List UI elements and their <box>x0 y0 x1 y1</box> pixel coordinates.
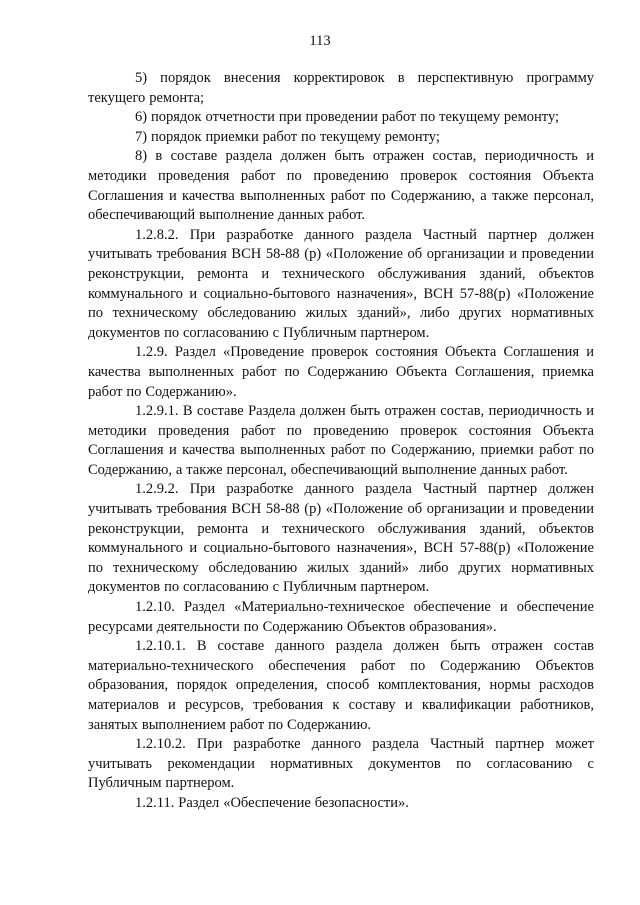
paragraph-1-2-10: 1.2.10. Раздел «Материально-техническое обеспечение и обеспечение ресурсами деятельности по Содержанию Объектов образования». <box>88 599 594 635</box>
paragraph-1-2-9-2: 1.2.9.2. При разработке данного раздела Частный партнер должен учитывать требования ВСН 58-88 (р) «Положение об организации и проведении реконструкции, ремонта и технического обслуживания зданий, объектов коммунального и социально-бытового назначения», ВСН 57-88(р) «Положение по техническому обследованию жилых зданий» либо других нормативных документов по согласованию с Публичным партнером. <box>88 481 594 596</box>
paragraph-1-2-10-1: 1.2.10.1. В составе данного раздела должен быть отражен состав материально-технического обеспечения работ по Содержанию Объектов образования, порядок определения, способ комплектования, нормы расходов материалов и ресурсов, требования к составу и квалификации работников, занятых выполнением работ по Содержанию. <box>88 638 594 733</box>
paragraph-1-2-9-1: 1.2.9.1. В составе Раздела должен быть отражен состав, периодичность и методики проведения работ по проведению проверок состояния Объекта Соглашения и качества выполненных работ по Содержанию, приемки работ по Содержанию, а также персонал, обеспечивающий выполнение данных работ. <box>88 403 594 478</box>
paragraph-1-2-11: 1.2.11. Раздел «Обеспечение безопасности». <box>135 794 409 811</box>
paragraph-item-8: 8) в составе раздела должен быть отражен состав, периодичность и методики проведения работ по проведению проверок состояния Объекта Соглашения и качества выполненных работ по Содержанию, а также персонал, обеспечивающий выполнение данных работ. <box>88 148 594 224</box>
paragraph-1-2-8-2: 1.2.8.2. При разработке данного раздела Частный партнер должен учитывать требования ВСН 58-88 (р) «Положение об организации и проведении реконструкции, ремонта и технического обслуживания зданий, объектов коммунального и социально-бытового назначения», ВСН 57-88(р) «Положение по техническому обследованию жилых зданий», либо других нормативных документов по согласованию с Публичным партнером. <box>88 226 594 341</box>
document-body <box>88 69 594 814</box>
paragraph-item-7: 7) порядок приемки работ по текущему ремонту; <box>135 128 440 145</box>
paragraph-item-6: 6) порядок отчетности при проведении работ по текущему ремонту; <box>135 109 560 126</box>
paragraph-item-5: 5) порядок внесения корректировок в перспективную программу текущего ремонта; <box>88 70 594 106</box>
page-number: 113 <box>309 33 331 49</box>
paragraph-1-2-10-2: 1.2.10.2. При разработке данного раздела Частный партнер может учитывать рекомендации нормативных документов по согласованию с Публичным партнером. <box>88 736 594 792</box>
paragraph-1-2-9: 1.2.9. Раздел «Проведение проверок состояния Объекта Соглашения и качества выполненных работ по Содержанию Объекта Соглашения, приемка работ по Содержанию». <box>88 344 594 400</box>
